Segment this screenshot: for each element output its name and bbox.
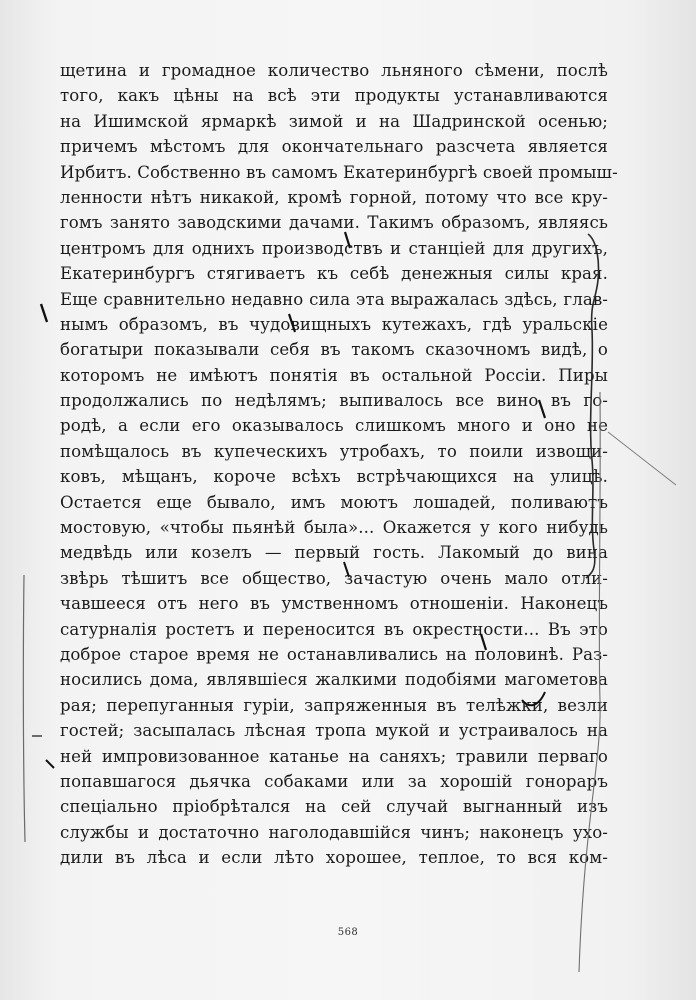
text-line: звѣрь тѣшитъ все общество, зачастую очень мало отли- bbox=[60, 568, 608, 588]
text-line: ней импровизованное катанье на саняхъ; травили перваго bbox=[60, 746, 608, 766]
text-line: службы и достаточно наголодавшiйся чинъ; наконецъ ухо- bbox=[60, 822, 608, 842]
text-line: чавшееся отъ него въ умственномъ отношенiи. Наконецъ bbox=[60, 594, 608, 614]
text-line: дили въ лѣса и если лѣто хорошее, теплое, то вся ком- bbox=[60, 848, 608, 868]
text-line: ленности нѣтъ никакой, кромѣ горной, потому что все кру- bbox=[60, 187, 608, 207]
slash-mark-icon bbox=[481, 634, 486, 650]
slash-mark-icon bbox=[345, 232, 350, 248]
text-line: центромъ для однихъ производствъ и станцiей для другихъ, bbox=[60, 238, 608, 258]
text-line: на Ишимской ярмаркѣ зимой и на Шадринской осенью; bbox=[60, 111, 608, 131]
text-line: мостовую, «чтобы пьянѣй была»... Окажется у кого нибудь bbox=[60, 518, 608, 538]
text-line: щетина и громадное количество льняного сѣмени, послѣ bbox=[60, 61, 608, 80]
text-line: носились дома, являвшiеся жалкими подобiями магометова bbox=[60, 670, 608, 690]
text-line: доброе старое время не останавливались на половинѣ. Раз- bbox=[60, 644, 608, 664]
text-line: сатурналiя ростетъ и переносится въ окрестности... Въ это bbox=[60, 619, 608, 639]
text-line: попавшагося дьячка собаками или за хорошiй гонораръ bbox=[60, 771, 608, 791]
hook-mark-icon bbox=[522, 692, 545, 705]
text-line: Остается еще бывало, имъ моютъ лошадей, поливаютъ bbox=[60, 492, 608, 512]
slash-mark-icon bbox=[539, 400, 545, 418]
text-line: медвѣдь или козелъ — первый гость. Лакомый до вина bbox=[60, 543, 608, 563]
diagonal-mark bbox=[608, 432, 676, 485]
text-line: Ирбитъ. Собственно въ самомъ Екатеринбургѣ своей промыш- bbox=[60, 162, 618, 182]
text-line: гостей; засыпалась лѣсная тропа мукой и устраивалось на bbox=[60, 721, 608, 741]
slash-mark-icon bbox=[344, 562, 349, 577]
text-line: причемъ мѣстомъ для окончательнаго разсчета является bbox=[60, 137, 608, 157]
page-number: 568 bbox=[337, 927, 359, 938]
text-line: рая; перепуганныя гурiи, запряженныя въ телѣжки, везли bbox=[60, 695, 608, 715]
slash-mark-icon bbox=[289, 314, 295, 332]
text-line: спецiально прiобрѣтался на сей случай выгнанный изъ bbox=[60, 797, 608, 817]
brace-mark-icon bbox=[586, 234, 599, 578]
text-line: которомъ не имѣютъ понятiя въ остальной Россiи. Пиры bbox=[60, 365, 608, 385]
margin-line-left bbox=[23, 575, 25, 842]
text-line: нымъ образомъ, въ чудовищныхъ кутежахъ, гдѣ уральскiе bbox=[60, 314, 608, 334]
text-line: родѣ, а если его оказывалось слишкомъ много и оно не bbox=[60, 416, 608, 436]
tick-mark-icon bbox=[46, 760, 54, 768]
margin-line-right bbox=[579, 392, 600, 972]
text-line: богатыри показывали себя въ такомъ сказочномъ видѣ, о bbox=[60, 340, 608, 360]
text-line: гомъ занято заводскими дачами. Такимъ образомъ, являясь bbox=[60, 213, 608, 233]
text-line: помѣщалось въ купеческихъ утробахъ, то поили извощи- bbox=[60, 441, 608, 461]
text-line: ковъ, мѣщанъ, короче всѣхъ встрѣчающихся на улицѣ. bbox=[60, 467, 608, 487]
text-line: продолжались по недѣлямъ; выпивалось все вино въ го- bbox=[60, 391, 608, 411]
text-line: Екатеринбургъ стягиваетъ къ себѣ денежныя силы края. bbox=[60, 264, 608, 284]
slash-mark-icon bbox=[41, 304, 47, 322]
text-line: Еще сравнительно недавно сила эта выражалась здѣсь, глав- bbox=[60, 289, 608, 309]
text-line: того, какъ цѣны на всѣ эти продукты устанавливаются bbox=[60, 86, 608, 106]
